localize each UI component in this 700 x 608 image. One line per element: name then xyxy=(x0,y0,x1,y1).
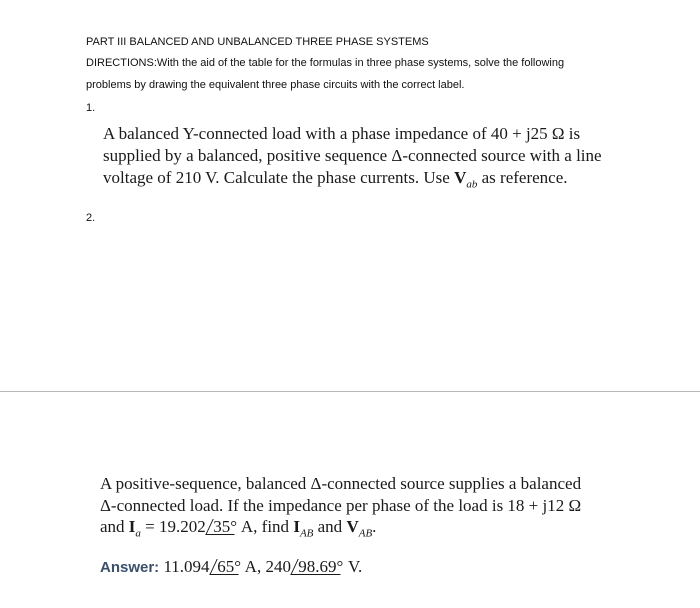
problem-1-number: 1. xyxy=(86,102,96,114)
problem-1-line-3-end: as reference. xyxy=(477,168,568,187)
current-subscript-a: a xyxy=(135,527,141,540)
p2-text-find: A, find xyxy=(237,517,294,536)
answer-unit-2: V. xyxy=(344,557,363,576)
answer-label: Answer: xyxy=(100,559,160,576)
problem-1-line-3-text: voltage of 210 V. Calculate the phase currents. Use xyxy=(103,168,455,187)
answer-line xyxy=(100,557,362,578)
p2-text-and: and xyxy=(100,517,129,536)
directions-line-1: DIRECTIONS:With the aid of the table for the formulas in three phase systems, solve the following xyxy=(86,57,565,69)
angle-symbol xyxy=(290,559,348,575)
current-symbol-iab: I xyxy=(293,517,300,536)
problem-2-line-3 xyxy=(100,517,376,543)
problem-1-line-2: supplied by a balanced, positive sequence Δ-connected source with a line xyxy=(103,146,602,165)
p2-current-value: = 19.202 xyxy=(140,517,206,536)
current-symbol-ia: I xyxy=(128,517,136,536)
directions-line-2: problems by drawing the equivalent three phase circuits with the correct label. xyxy=(86,79,465,91)
angle-symbol xyxy=(205,519,241,535)
voltage-symbol-vab: V xyxy=(346,517,359,536)
angle-symbol xyxy=(209,559,245,575)
p2-period: . xyxy=(372,517,377,536)
page-divider xyxy=(0,391,700,392)
problem-2-line-1: A positive-sequence, balanced Δ-connected source supplies a balanced xyxy=(100,474,582,493)
answer-angle-1: 65° xyxy=(216,557,241,576)
current-subscript-ab: AB xyxy=(299,527,314,540)
voltage-subscript-ab: AB xyxy=(358,527,373,540)
voltage-symbol: V xyxy=(454,168,467,187)
problem-2-line-2: Δ-connected load. If the impedance per phase of the load is 18 + j12 Ω xyxy=(100,496,582,515)
problem-1-line-1: A balanced Y-connected load with a phase impedance of 40 + j25 Ω is xyxy=(103,124,581,143)
p2-text-and-2: and xyxy=(313,517,347,536)
problem-2-number: 2. xyxy=(86,212,96,224)
problem-1-line-3 xyxy=(103,168,568,194)
answer-angle-2: 98.69° xyxy=(298,557,344,576)
voltage-subscript: ab xyxy=(466,178,478,191)
answer-value-1: 11.094 xyxy=(159,557,210,576)
p2-angle-value: 35° xyxy=(212,517,237,536)
answer-unit-1: A, 240 xyxy=(241,557,291,576)
section-title: PART III BALANCED AND UNBALANCED THREE PHASE SYSTEMS xyxy=(86,36,429,48)
